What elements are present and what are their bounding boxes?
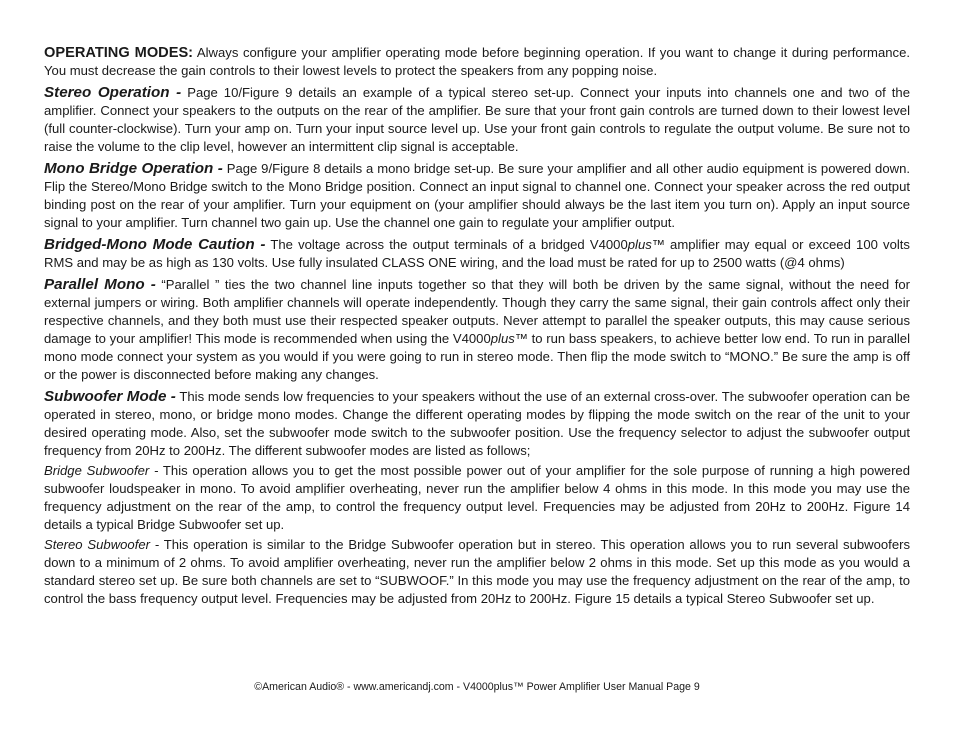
operating-modes-text: Always configure your amplifier operating mode before beginning operation. If you want to change it during performance. You must decrease the gain controls to their lowest levels to protect the speakers from any popping noise. bbox=[44, 45, 910, 78]
subwoofer-mode-heading: Subwoofer Mode - bbox=[44, 388, 176, 405]
mono-bridge-text: Page 9/Figure 8 details a mono bridge set-up. Be sure your amplifier and all other audio equipment is powered down. Flip the Stereo/Mono Bridge switch to the Mono Bridge position. Connect an input signal to channel one. Connect your speaker across the red output binding post on the rear of your amplifier. Turn your equipment on (your amplifier should always be the last item you turn on). Apply an input source signal to your amplifier. Turn channel two gain up. Use the channel one gain to regulate your amplifier output. bbox=[44, 161, 910, 230]
parallel-mono-plus: plus™ bbox=[490, 331, 528, 346]
bridged-mono-caution-plus: plus™ bbox=[627, 237, 665, 252]
manual-page bbox=[44, 44, 910, 610]
stereo-operation-paragraph bbox=[44, 84, 910, 156]
parallel-mono-text-end: to run bass speakers, to achieve better low end. To run in parallel mono mode connect your system as you would if you were going to run in stereo mode. Then flip the mode switch to “MONO.” Be sure the amp is off or the power is disconnected before making any changes. bbox=[44, 331, 910, 382]
page-footer: ©American Audio® - www.americandj.com - V4000plus™ Power Amplifier User Manual Page 9 bbox=[254, 681, 700, 693]
bridge-subwoofer-paragraph bbox=[44, 462, 910, 534]
parallel-mono-heading: Parallel Mono - bbox=[44, 276, 156, 293]
stereo-operation-heading: Stereo Operation - bbox=[44, 84, 182, 101]
operating-modes-paragraph bbox=[44, 44, 910, 80]
stereo-operation-text: Page 10/Figure 9 details an example of a typical stereo set-up. Connect your inputs into channels one and two of the amplifier. Connect your speakers to the outputs on the rear of the amplifier. Be sure that your front gain controls are turned down to their lowest level (full counter-clockwise). Turn your amp on. Turn your input source level up. Use your front gain controls to regulate the output volume. Be sure not to raise the volume to the clip level, however an intermittent clip signal is acceptable. bbox=[44, 85, 910, 154]
bridged-mono-caution-text-start: The voltage across the output terminals of a bridged V4000 bbox=[265, 237, 628, 252]
subwoofer-mode-paragraph bbox=[44, 388, 910, 460]
parallel-mono-paragraph bbox=[44, 276, 910, 384]
stereo-subwoofer-paragraph bbox=[44, 536, 910, 608]
stereo-subwoofer-heading: Stereo Subwoofer - bbox=[44, 537, 160, 552]
stereo-subwoofer-text: This operation is similar to the Bridge Subwoofer operation but in stereo. This operation allows you to run several subwoofers down to a minimum of 2 ohms. To avoid amplifier overheating, never run the amplifier below 2 ohms in this mode. Set up this mode as you would a standard stereo set up. Be sure both channels are set to “SUBWOOF.” In this mode you may use the frequency adjustment on the rear of the amp, to control the bass frequency output level. Frequencies may be adjusted from 20Hz to 200Hz. Figure 15 details a typical Stereo Subwoofer set up. bbox=[44, 537, 911, 606]
mono-bridge-paragraph bbox=[44, 160, 910, 232]
subwoofer-mode-text: This mode sends low frequencies to your speakers without the use of an external cross-over. The subwoofer operation can be operated in stereo, mono, or bridge mono modes. Change the different operating modes by flipping the mode switch on the rear of the unit to your desired operating mode. Also, set the subwoofer mode switch to the subwoofer position. Use the frequency selector to adjust the subwoofer output frequency from 20Hz to 200Hz. The different subwoofer modes are listed as follows; bbox=[44, 389, 910, 458]
bridged-mono-caution-heading: Bridged-Mono Mode Caution - bbox=[44, 236, 266, 253]
parallel-mono-text-start: “Parallel ” ties the two channel line inputs together so that they will both be driven by the same signal, without the need for external jumpers or wiring. Both amplifier channels will operate independently. Though they carry the same signal, their gain controls affect only their respective channels, and they both must use their respected speaker outputs. Never attempt to parallel the speaker outputs, this may cause serious damage to your amplifier! This mode is recommended when using the V4000 bbox=[44, 277, 910, 346]
bridge-subwoofer-text: This operation allows you to get the most possible power out of your amplifier for the sole purpose of running a high powered subwoofer loudspeaker in mono. To avoid amplifier overheating, never run the amplifier below 4 ohms in this mode. In this mode you may use the frequency adjustment on the rear of the amp, to control the frequency output level. Frequencies may be adjusted from 20Hz to 200Hz. Figure 14 details a typical Bridge Subwoofer set up. bbox=[44, 463, 910, 532]
mono-bridge-heading: Mono Bridge Operation - bbox=[44, 160, 223, 177]
operating-modes-heading: OPERATING MODES: bbox=[44, 45, 194, 61]
bridged-mono-caution-text-end: amplifier may equal or exceed 100 volts RMS and may be as high as 130 volts. Use fully insulated CLASS ONE wiring, and the load must be rated for up to 2500 watts (@4 ohms) bbox=[44, 237, 910, 270]
bridged-mono-caution-paragraph bbox=[44, 236, 910, 272]
bridge-subwoofer-heading: Bridge Subwoofer - bbox=[44, 463, 159, 478]
